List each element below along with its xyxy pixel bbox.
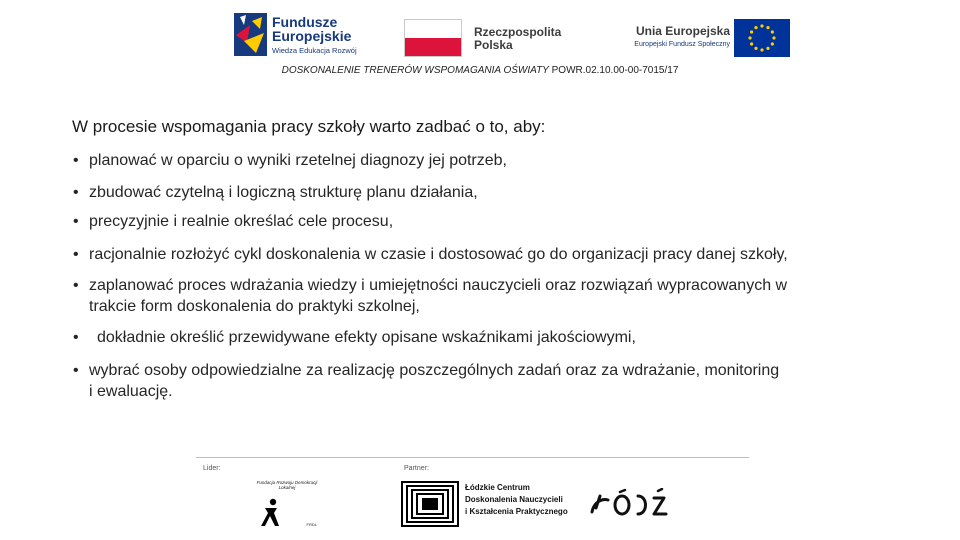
eu-star: [760, 48, 763, 51]
eu-star: [766, 26, 769, 29]
eu-star: [754, 47, 757, 50]
fe-line1: Fundusze: [272, 14, 338, 30]
list-item-text: precyzyjnie i realnie określać cele procesu,: [89, 213, 394, 230]
ue-text: [634, 24, 730, 48]
lider-tag: FRDL: [306, 522, 317, 527]
page-heading: W procesie wspomagania pracy szkoły warto zadbać o to, aby:: [72, 117, 546, 136]
unia-europejska-logo: [602, 19, 790, 57]
ldn-line3: i Kształcenia Praktycznego: [465, 507, 568, 516]
footer-divider: [196, 457, 749, 458]
project-subtitle: [0, 65, 960, 76]
list-item-text: planować w oparciu o wyniki rzetelnej diagnozy jej potrzeb,: [89, 152, 507, 169]
bullet-icon: •: [73, 152, 79, 169]
lodz-wordmark-icon: [590, 488, 670, 518]
eu-star: [760, 24, 763, 27]
ldn-logo: [401, 481, 568, 527]
bullet-icon: •: [73, 329, 79, 346]
rp-line1: Rzeczpospolita: [474, 25, 562, 39]
list-item-text: dokładnie określić przewidywane efekty opisane wskaźnikami jakościowymi,: [97, 329, 636, 346]
partner-label: Partner:: [404, 465, 429, 472]
bullet-icon: •: [73, 277, 79, 294]
walking-figure-icon: [259, 498, 283, 528]
fe-title: [272, 15, 351, 43]
lider-logo: [255, 480, 319, 530]
rzeczpospolita-logo: [404, 19, 574, 57]
eu-flag-icon: [734, 19, 790, 57]
bullet-icon: •: [73, 362, 79, 379]
bullet-icon: •: [73, 246, 79, 263]
fundusze-europejskie-logo: [234, 13, 376, 58]
lodz-logo: [590, 488, 670, 518]
eu-star: [772, 36, 775, 39]
lider-name: Fundacja Rozwoju Demokracji Lokalnej: [256, 480, 318, 490]
eu-star: [750, 42, 753, 45]
list-item-text: zbudować czytelną i logiczną strukturę planu działania,: [89, 184, 478, 201]
list-item-text-cont: i ewaluację.: [89, 383, 173, 400]
eu-star: [771, 30, 774, 33]
eu-star: [750, 30, 753, 33]
eu-star: [771, 42, 774, 45]
fe-line2: Europejskie: [272, 28, 352, 44]
polish-flag-icon: [404, 19, 462, 57]
project-code: POWR.02.10.00-00-7015/17: [548, 65, 679, 76]
rp-line2: Polska: [474, 38, 513, 52]
ue-subtitle: Europejski Fundusz Społeczny: [634, 41, 730, 48]
project-name: DOSKONALENIE TRENERÓW WSPOMAGANIA OŚWIATY: [281, 65, 549, 76]
bullet-icon: •: [73, 213, 79, 230]
ue-title: Unia Europejska: [635, 24, 730, 38]
fe-star-flag-icon: [234, 13, 267, 56]
eu-star: [748, 36, 751, 39]
concentric-squares-icon: [401, 481, 459, 527]
list-item-text-cont: trakcie form doskonalenia do praktyki szkolnej,: [89, 298, 420, 315]
list-item-text: zaplanować proces wdrażania wiedzy i umiejętności nauczycieli oraz rozwiązań wypracowanych w: [89, 277, 788, 294]
ldn-line2: Doskonalenia Nauczycieli: [465, 495, 563, 504]
eu-star: [766, 47, 769, 50]
eu-star: [754, 26, 757, 29]
ldn-line1: Łódzkie Centrum: [465, 483, 530, 492]
fe-subtitle: Wiedza Edukacja Rozwój: [272, 46, 357, 55]
rp-title: [474, 26, 561, 52]
bullet-icon: •: [73, 184, 79, 201]
ldn-name: [465, 482, 568, 518]
list-item-text: wybrać osoby odpowiedzialne za realizację poszczególnych zadań oraz za wdrażanie, monitoring: [89, 362, 780, 379]
lider-label: Lider:: [203, 465, 221, 472]
list-item-text: racjonalnie rozłożyć cykl doskonalenia w czasie i dostosować go do organizacji pracy danej szkoły,: [89, 246, 788, 263]
